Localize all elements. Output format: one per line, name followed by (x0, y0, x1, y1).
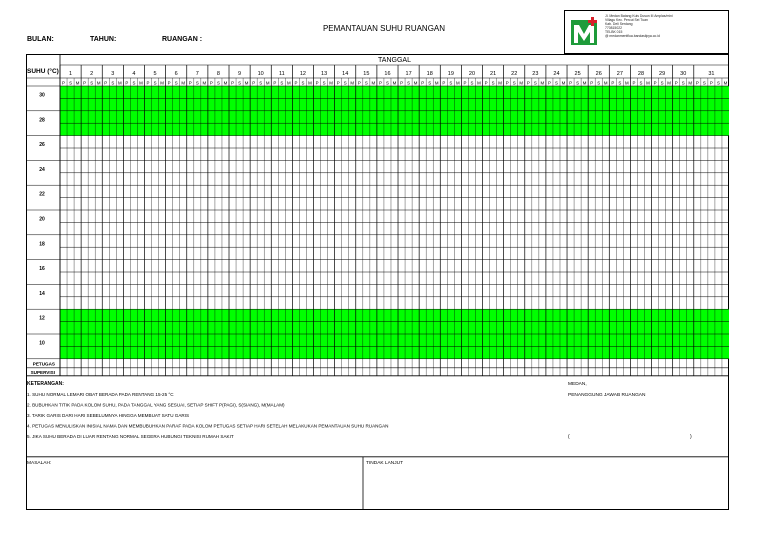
shift-label: S (470, 80, 474, 86)
shift-label: P (709, 80, 713, 86)
address-line: Villagu Kec. Percut Sei Tuan (605, 18, 648, 23)
ruangan-label: RUANGAN : (162, 36, 203, 43)
day-label: 17 (405, 71, 412, 77)
day-label: 5 (153, 71, 157, 77)
shift-label: M (603, 80, 608, 86)
temperature-label: 30 (39, 92, 45, 99)
shift-label: M (646, 80, 650, 86)
day-label: 28 (637, 71, 645, 77)
shift-label: S (491, 80, 495, 86)
day-label: 10 (257, 71, 264, 77)
sign-open: ( (568, 433, 570, 440)
shift-label: P (695, 80, 699, 86)
keterangan-item: 4. PETUGAS MENULISKAN INISIAL NAMA DAN MEMBUBUHKAN PARAF PADA KOLOM PETUGAS SETIAP HARI SETELAH MELAKUKAN PEMANTAUAN SUHU RUANGAN (27, 423, 389, 429)
shift-label: S (681, 80, 685, 86)
supervisi-label: SUPERVISI (30, 369, 55, 375)
shift-label: S (90, 80, 94, 86)
shift-label: S (238, 80, 242, 86)
shift-label: S (153, 80, 157, 86)
keterangan-item: 2. BUBUHKAN TITIK PADA KOLOM SUHU, PADA TANGGAL YANG SESUAI, SETIAP SHIFT P(PAGI), S(SIANG), M(MALAM) (27, 402, 285, 408)
address-line: Kab. Deli Serdang (605, 22, 633, 27)
day-label: 18 (426, 71, 433, 77)
address-line: @ medanmentflua.bandasilpya.co.id (605, 34, 660, 39)
day-label: 9 (238, 71, 242, 77)
day-label: 1 (69, 71, 73, 77)
day-label: 7 (195, 71, 199, 77)
keterangan-title: KETERANGAN: (27, 380, 64, 387)
shift-label: M (181, 80, 186, 86)
shift-label: M (96, 80, 101, 86)
address-line: TELBK 015 (605, 30, 623, 35)
shift-label: P (273, 80, 277, 86)
day-label: 11 (278, 71, 285, 77)
sign-role: PENANGGUNG JAWAB RUANGAN (568, 392, 646, 398)
shift-label: S (660, 80, 664, 86)
shift-label: S (512, 80, 516, 86)
shift-label: P (590, 80, 594, 86)
shift-label: P (611, 80, 615, 86)
shift-label: M (118, 80, 122, 86)
shift-label: M (392, 80, 397, 86)
shift-label: S (69, 80, 73, 86)
shift-label: P (336, 80, 340, 86)
shift-label: M (202, 80, 207, 86)
shift-label: S (716, 80, 720, 86)
temperature-label: 10 (39, 340, 45, 347)
shift-label: P (294, 80, 298, 86)
shift-label: S (407, 80, 411, 86)
shift-label: M (456, 80, 460, 86)
day-label: 14 (342, 71, 349, 77)
shift-label: P (209, 80, 213, 86)
shift-label: M (625, 80, 629, 86)
day-label: 26 (595, 71, 602, 77)
day-label: 24 (553, 71, 560, 77)
temperature-label: 18 (39, 241, 45, 248)
day-label: 31 (708, 71, 715, 77)
shift-label: P (83, 80, 87, 86)
shift-label: M (477, 80, 481, 86)
shift-label: S (343, 80, 347, 86)
day-label: 25 (574, 71, 581, 77)
shift-label: S (111, 80, 115, 86)
shift-label: P (378, 80, 382, 86)
tanggal-header: TANGGAL (378, 57, 411, 64)
shift-label: M (308, 80, 312, 86)
shift-label: P (421, 80, 425, 86)
shift-label: S (216, 80, 220, 86)
shift-label: S (428, 80, 432, 86)
day-label: 12 (299, 71, 307, 77)
shift-label: P (400, 80, 404, 86)
shift-label: S (301, 80, 305, 86)
temperature-label: 24 (39, 166, 45, 173)
shift-label: M (223, 80, 228, 86)
shift-label: S (280, 80, 284, 86)
shift-label: P (167, 80, 171, 86)
day-label: 20 (468, 71, 476, 77)
shift-label: P (674, 80, 678, 86)
shift-label: M (265, 80, 270, 86)
hospital-address (605, 14, 673, 39)
page-title: PEMANTAUAN SUHU RUANGAN (322, 24, 446, 33)
shift-label: S (576, 80, 580, 86)
petugas-label: PETUGAS (32, 361, 55, 367)
shift-label: P (231, 80, 235, 86)
shift-label: P (62, 80, 65, 86)
shift-label: M (519, 80, 524, 86)
shift-label: P (125, 80, 129, 86)
day-label: 16 (384, 71, 391, 77)
day-label: 3 (111, 71, 115, 77)
keterangan-item: 1. SUHU NORMAL LEMARI OBAT BERADA PADA RENTANG 15-25 °C (27, 391, 174, 397)
shift-label: S (618, 80, 622, 86)
bulan-label: BULAN: (27, 36, 54, 43)
day-label: 23 (532, 71, 539, 77)
temperature-label: 20 (39, 216, 45, 223)
shift-label: P (104, 80, 108, 86)
keterangan-item: 3. TARIK GARIS DARI HARI SEBELUMNYA HINGGA MEMBUAT SATU GARIS (27, 412, 190, 418)
shift-label: P (463, 80, 467, 86)
shift-label: P (547, 80, 551, 86)
shift-label: P (484, 80, 488, 86)
tahun-label: TAHUN: (90, 36, 117, 43)
temperature-label: 16 (39, 266, 45, 273)
shift-label: M (350, 80, 355, 86)
shift-label: M (540, 80, 545, 86)
day-label: 13 (321, 71, 328, 77)
shift-label: M (287, 80, 291, 86)
shift-label: P (526, 80, 530, 86)
shift-label: M (723, 80, 728, 86)
day-label: 29 (659, 71, 666, 77)
hospital-logo-box (564, 10, 729, 54)
shift-label: S (449, 80, 453, 86)
shift-label: S (132, 80, 136, 86)
shift-label: M (498, 80, 502, 86)
day-label: 19 (447, 71, 454, 77)
temperature-label: 12 (39, 315, 45, 322)
shift-label: P (569, 80, 573, 86)
shift-label: M (139, 80, 143, 86)
address-line: Jl. Medan Batang Kuis Dusun III Amplas/mini (605, 14, 673, 18)
shift-label: S (702, 80, 706, 86)
shift-label: M (582, 80, 587, 86)
day-label: 30 (680, 71, 687, 77)
shift-label: M (371, 80, 376, 86)
day-label: 27 (616, 71, 623, 77)
shift-label: M (160, 80, 164, 86)
shift-label: P (653, 80, 657, 86)
day-label: 4 (132, 71, 136, 77)
shift-label: S (639, 80, 643, 86)
shift-label: M (244, 80, 249, 86)
shift-label: M (688, 80, 693, 86)
sign-city: MEDAN, (568, 381, 587, 387)
keterangan-item: 5. JIKA SUHU BERADA DI LUAR RENTANG NORMAL SEGERA HUBUNGI TEKNISI RUMAH SAKIT (27, 433, 234, 439)
shift-label: P (505, 80, 509, 86)
temperature-label: 28 (39, 117, 45, 124)
shift-label: P (146, 80, 150, 86)
day-label: 2 (90, 71, 94, 77)
shift-label: S (597, 80, 601, 86)
shift-label: M (413, 80, 418, 86)
temperature-label: 14 (39, 290, 45, 297)
shift-label: M (667, 80, 671, 86)
hospital-logo-icon (571, 17, 597, 47)
shift-label: S (322, 80, 326, 86)
shift-label: P (188, 80, 192, 86)
shift-label: M (434, 80, 439, 86)
temperature-label: 26 (39, 142, 45, 149)
temperature-label: 22 (39, 191, 45, 198)
shift-label: M (561, 80, 566, 86)
day-label: 6 (174, 71, 178, 77)
shift-label: P (357, 80, 361, 86)
temperature-grid (26, 54, 729, 510)
shift-label: S (554, 80, 558, 86)
shift-label: S (364, 80, 368, 86)
shift-label: S (259, 80, 263, 86)
day-label: 8 (216, 71, 220, 77)
address-line: 770815022 (605, 26, 622, 31)
shift-label: P (442, 80, 446, 86)
day-label: 15 (363, 71, 370, 77)
shift-label: S (385, 80, 389, 86)
masalah-label: MASALAH: (27, 460, 52, 466)
shift-label: S (533, 80, 537, 86)
tindak-lanjut-label: TINDAK LANJUT (366, 460, 404, 466)
shift-label: P (632, 80, 636, 86)
sign-close: ) (690, 433, 692, 440)
shift-label: S (195, 80, 199, 86)
shift-label: S (174, 80, 178, 86)
suhu-header: SUHU (°C) (27, 68, 59, 75)
shift-label: M (329, 80, 333, 86)
day-label: 21 (490, 71, 497, 77)
shift-label: P (315, 80, 319, 86)
day-label: 22 (511, 71, 518, 77)
shift-label: P (252, 80, 256, 86)
shift-label: M (75, 80, 80, 86)
